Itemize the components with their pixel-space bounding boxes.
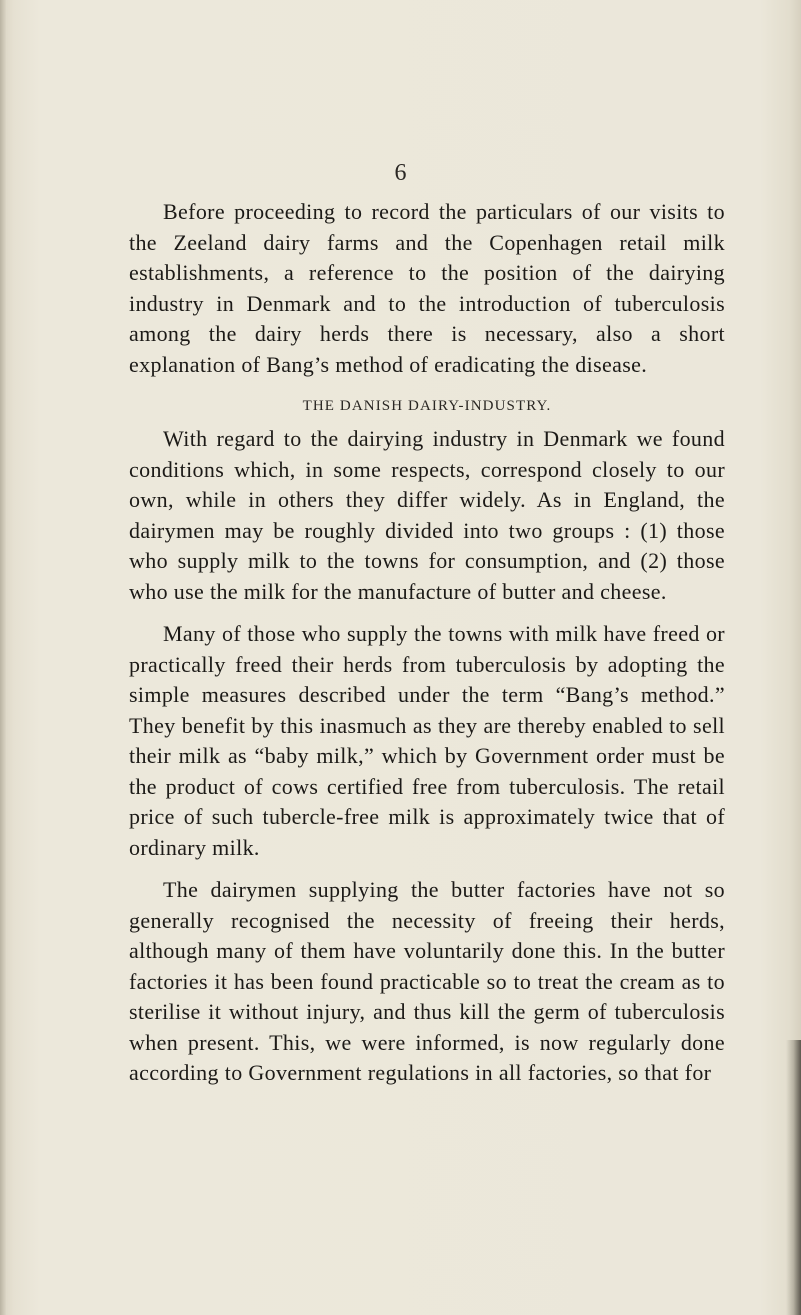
page-edge-shadow [786, 1040, 801, 1315]
page-binding-edge [0, 0, 6, 1315]
page-number: 6 [394, 160, 407, 186]
paragraph-butter-factories: The dairymen supplying the butter factories have not so generally recognised the necessity of freeing their herds, although many of them have voluntarily done this. In the butter factories it has been found practicable so to treat the cream as to sterilise it without injury, and thus kill the germ of tuberculosis when present. This, we were informed, is now regularly done according to Government regulations in all factories, so that for [129, 877, 725, 1085]
paragraph-intro: Before proceeding to record the particulars of our visits to the Zeeland dairy farms and the Copenhagen retail milk establishments, a reference to the position of the dairying industry in Denmark and to the introduction of tuberculosis among the dairy herds there is necessary, also a short explanation of Bang’s method of eradicating the disease. [129, 199, 725, 377]
paragraph-gap [129, 607, 725, 619]
section-heading: THE DANISH DAIRY-INDUSTRY. [302, 398, 552, 414]
paragraph-gap [129, 863, 725, 875]
paragraph-town-milk-suppliers: Many of those who supply the towns with milk have freed or practically freed their herds from tuberculosis by adopting the simple measures described under the term “Bang’s method.” They benefit by this inasmuch as they are thereby enabled to sell their milk as “baby milk,” which by Government order must be the product of cows certified free from tuberculosis. The retail price of such tubercle-free milk is approximately twice that of ordinary milk. [129, 621, 725, 860]
body-text [129, 197, 725, 1089]
paragraph-dairying-industry: With regard to the dairying industry in Denmark we found conditions which, in some respects, correspond closely to our own, while in others they differ widely. As in England, the dairymen may be roughly divided into two groups : (1) those who supply milk to the towns for consumption, and (2) those who use the milk for the manufacture of butter and cheese. [129, 426, 725, 604]
